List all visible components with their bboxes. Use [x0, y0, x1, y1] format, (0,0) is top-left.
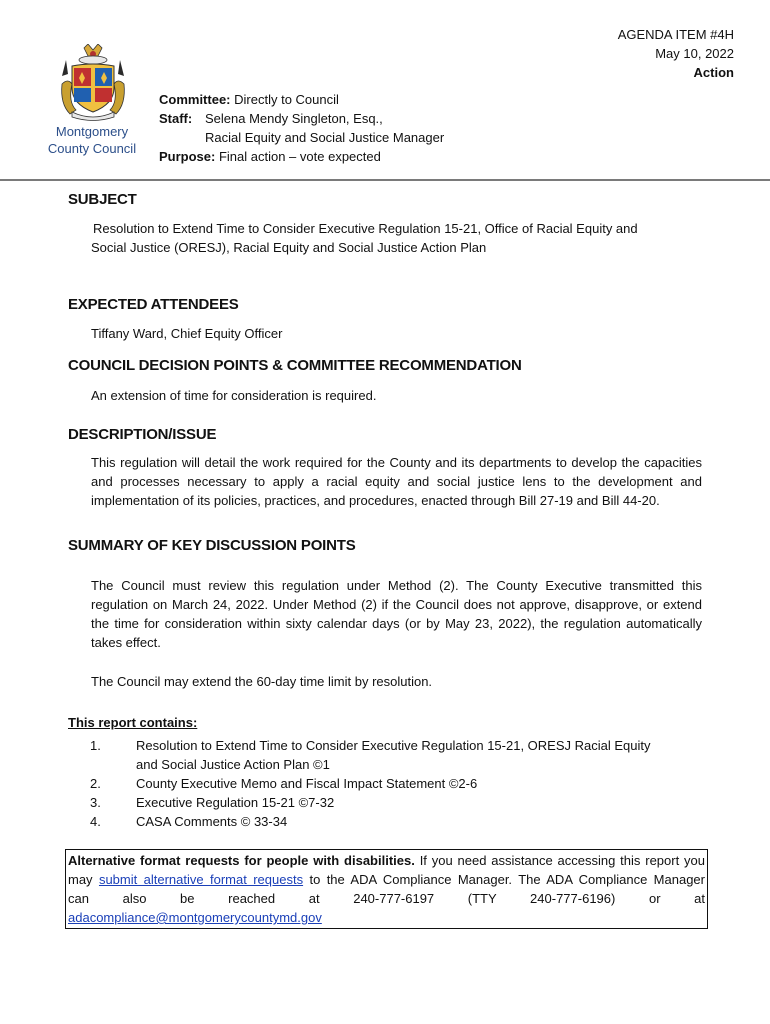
county-seal-icon	[58, 44, 128, 124]
staff-label: Staff:	[159, 111, 193, 126]
staff-value: Selena Mendy Singleton, Esq.,	[205, 111, 383, 126]
summary-paragraph-2: The Council may extend the 60-day time limit by resolution.	[91, 674, 433, 689]
accessibility-notice	[65, 849, 708, 929]
description-heading: DESCRIPTION/ISSUE	[68, 426, 217, 443]
committee-label: Committee:	[159, 92, 231, 107]
list-item	[90, 774, 690, 793]
list-item	[90, 793, 690, 812]
summary-paragraph-1: The Council must review this regulation under Method (2). The County Executive transmitted this regulation on March 24, 2022. Under Method (2) if the Council does not approve, disapprove, or extend the time for consideration within sixty calendar days (or by May 23, 2022), the regulation automatically takes effect.	[91, 578, 702, 650]
agenda-action: Action	[693, 65, 734, 80]
subject-text	[93, 219, 704, 257]
list-item-number: 3.	[90, 795, 101, 810]
purpose-label: Purpose:	[159, 149, 216, 164]
accessibility-line2	[68, 870, 705, 889]
accessibility-may: may	[68, 872, 93, 887]
subject-line2: Social Justice (ORESJ), Racial Equity and Social Justice Action Plan	[91, 240, 487, 255]
org-name	[40, 123, 144, 157]
list-item-line1: Resolution to Extend Time to Consider Executive Regulation 15-21, ORESJ Racial Equity	[136, 738, 651, 753]
accessibility-text2: to the ADA Compliance Manager. The ADA Compliance Manager	[309, 872, 705, 887]
accessibility-line1	[68, 851, 705, 870]
report-contents-list	[90, 736, 690, 831]
subject-line1: Resolution to Extend Time to Consider Executive Regulation 15-21, Office of Racial Equity and	[93, 221, 638, 236]
org-name-line2: County Council	[47, 141, 137, 156]
report-contents-title: This report contains:	[68, 715, 198, 730]
list-item-line2: and Social Justice Action Plan ©1	[136, 757, 330, 772]
staff-title: Racial Equity and Social Justice Manager	[205, 130, 445, 145]
org-name-line1: Montgomery	[55, 124, 129, 139]
submit-format-request-link[interactable]: submit alternative format requests	[98, 872, 304, 887]
purpose-value: Final action – vote expected	[218, 149, 381, 164]
attendees-heading: EXPECTED ATTENDEES	[68, 296, 239, 313]
decision-heading: COUNCIL DECISION POINTS & COMMITTEE RECOMMENDATION	[68, 357, 522, 374]
committee-value: Directly to Council	[234, 92, 339, 107]
accessibility-line3: can also be reached at 240-777-6197 (TTY 240-777-6196) or at	[68, 891, 705, 906]
list-item	[90, 736, 690, 774]
decision-text: An extension of time for consideration is required.	[91, 388, 377, 403]
accessibility-text1: If you need assistance accessing this report you	[419, 853, 705, 868]
agenda-date: May 10, 2022	[655, 46, 734, 61]
list-item-text: Executive Regulation 15-21 ©7-32	[136, 795, 335, 810]
summary-heading: SUMMARY OF KEY DISCUSSION POINTS	[68, 537, 356, 554]
list-item-text	[136, 736, 690, 774]
list-item-number: 1.	[90, 738, 101, 753]
agenda-item-number: AGENDA ITEM #4H	[617, 27, 734, 42]
accessibility-line4	[68, 908, 705, 927]
subject-heading: SUBJECT	[68, 191, 137, 208]
meta-block	[159, 90, 444, 166]
ada-email-link[interactable]: adacompliance@montgomerycountymd.gov	[68, 910, 322, 925]
attendees-text: Tiffany Ward, Chief Equity Officer	[91, 326, 283, 341]
list-item	[90, 812, 690, 831]
list-item-text: CASA Comments © 33-34	[136, 814, 288, 829]
accessibility-lead: Alternative format requests for people with disabilities.	[68, 853, 415, 868]
list-item-text: County Executive Memo and Fiscal Impact Statement ©2-6	[136, 776, 478, 791]
header-divider	[0, 179, 770, 181]
agenda-header	[618, 25, 734, 82]
description-text: This regulation will detail the work required for the County and its departments to develop the capacities and processes necessary to apply a racial equity and social justice lens to the development and implementation of its policies, practices, and procedures, enacted through Bill 27-19 and Bill 44-20.	[91, 455, 702, 508]
list-item-number: 4.	[90, 814, 101, 829]
list-item-number: 2.	[90, 776, 101, 791]
